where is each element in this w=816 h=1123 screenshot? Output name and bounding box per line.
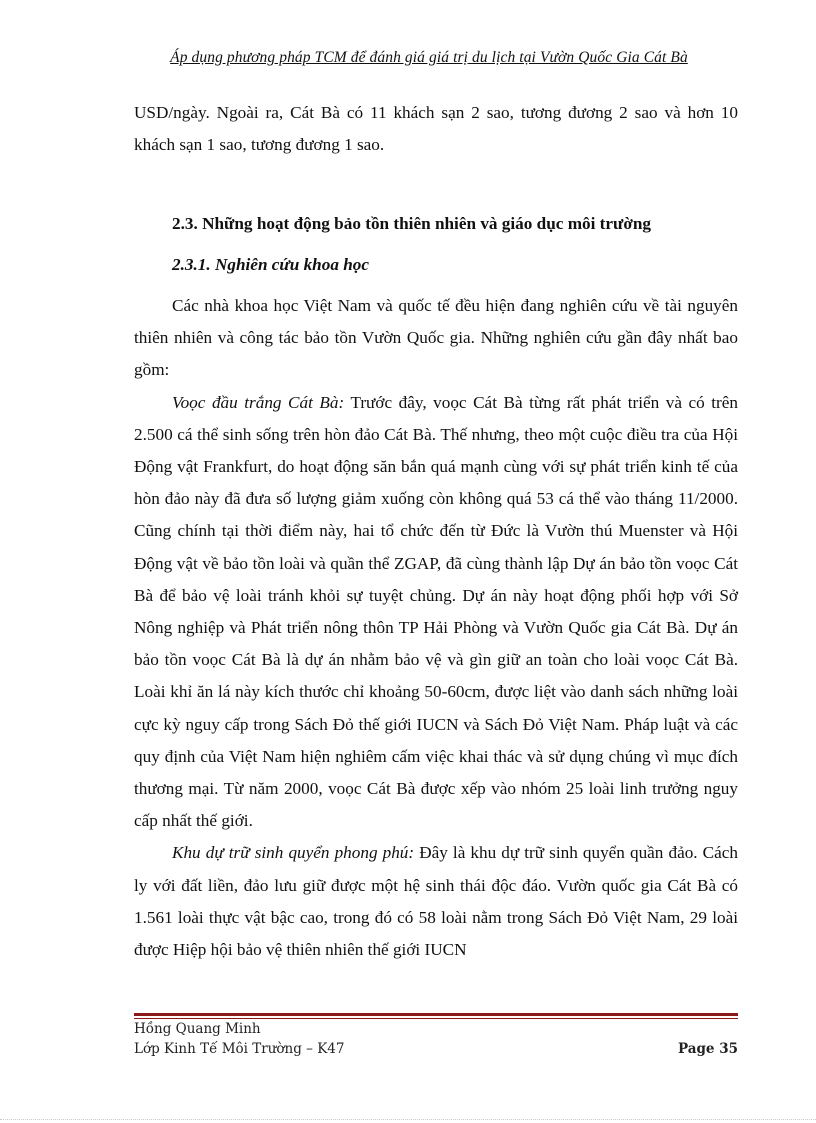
paragraph-langur bbox=[134, 387, 738, 838]
main-body bbox=[134, 290, 738, 966]
footer-rule-thick bbox=[134, 1013, 738, 1016]
langur-text: Trước đây, voọc Cát Bà từng rất phát triển và có trên 2.500 cá thể sinh sống trên hòn đảo Cát Bà. Thế nhưng, theo một cuộc điều tra của Hội Động vật Frankfurt, do hoạt động săn bắn quá mạnh cùng với sự phát triển kinh tế của hòn đảo này đã đưa số lượng giảm xuống còn không quá 53 cá thể vào tháng 11/2000. Cũng chính tại thời điểm này, hai tổ chức đến từ Đức là Vườn thú Muenster và Hội Động vật về bảo tồn loài và quần thể ZGAP, đã cùng thành lập Dự án bảo tồn voọc Cát Bà để bảo vệ loài tránh khỏi sự tuyệt chủng. Dự án này hoạt động phối hợp với Sở Nông nghiệp và Phát triển nông thôn TP Hải Phòng và Vườn Quốc gia Cát Bà. Dự án bảo tồn voọc Cát Bà là dự án nhằm bảo vệ và gìn giữ an toàn cho loài voọc Cát Bà. Loài khỉ ăn lá này kích thước chỉ khoảng 50-60cm, được liệt vào danh sách những loài cực kỳ nguy cấp trong Sách Đỏ thế giới IUCN và Sách Đỏ Việt Nam. Pháp luật và các quy định của Việt Nam hiện nghiêm cấm việc khai thác và sử dụng chúng vì mục đích thương mại. Từ năm 2000, voọc Cát Bà được xếp vào nhóm 25 loài linh trưởng nguy cấp nhất thế giới. bbox=[134, 392, 738, 831]
biosphere-lead: Khu dự trữ sinh quyển phong phú: bbox=[172, 843, 415, 863]
intro-paragraph bbox=[134, 97, 738, 161]
langur-lead: Voọc đầu trắng Cát Bà: bbox=[172, 392, 345, 412]
section-heading: 2.3. Những hoạt động bảo tồn thiên nhiên và giáo dục môi trường bbox=[172, 214, 652, 233]
running-header: Áp dụng phương pháp TCM để đánh giá giá trị du lịch tại Vườn Quốc Gia Cát Bà bbox=[170, 49, 688, 66]
page-edge-divider bbox=[0, 1119, 816, 1120]
footer-author: Hồng Quang Minh bbox=[134, 1021, 261, 1037]
footer-line bbox=[134, 1041, 738, 1057]
intro-text: USD/ngày. Ngoài ra, Cát Bà có 11 khách sạn 2 sao, tương đương 2 sao và hơn 10 khách sạn 1 sao, tương đương 1 sao. bbox=[134, 103, 738, 155]
footer-rule-thin bbox=[134, 1018, 738, 1019]
footer-class: Lớp Kinh Tế Môi Trường – K47 bbox=[134, 1041, 345, 1057]
page-number: Page 35 bbox=[677, 1041, 738, 1057]
paragraph-research: Các nhà khoa học Việt Nam và quốc tế đều hiện đang nghiên cứu về tài nguyên thiên nhiên và công tác bảo tồn Vườn Quốc gia. Những nghiên cứu gần đây nhất bao gồm: bbox=[134, 296, 738, 380]
paragraph-biosphere bbox=[134, 837, 738, 966]
biosphere-text: Đây là khu dự trữ sinh quyển quần đảo. Cách ly với đất liền, đảo lưu giữ được một hệ sinh thái độc đáo. Vườn quốc gia Cát Bà có 1.561 loài thực vật bậc cao, trong đó có 58 loài nằm trong Sách Đỏ Việt Nam, 29 loài được Hiệp hội bảo vệ thiên nhiên thế giới IUCN bbox=[134, 843, 738, 960]
subsection-heading: 2.3.1. Nghiên cứu khoa học bbox=[172, 255, 369, 274]
